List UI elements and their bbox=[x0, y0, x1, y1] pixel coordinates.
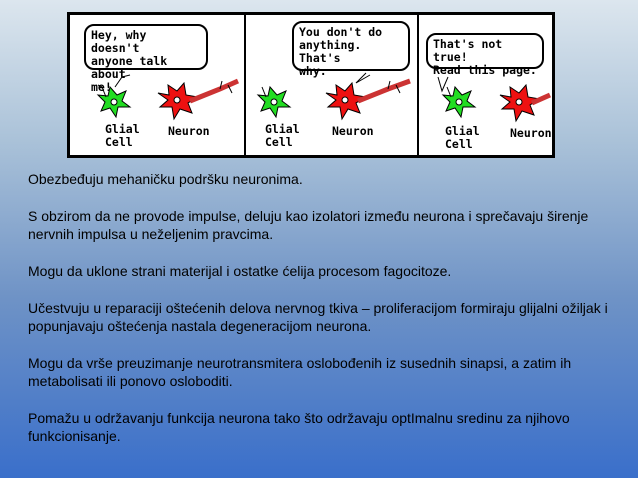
glial-cell-label-3: Glial Cell bbox=[445, 124, 480, 151]
paragraph-phagocytosis: Mogu da uklone strani materijal i ostatke ćelija procesom fagocitoze. bbox=[28, 263, 452, 279]
neuron-2 bbox=[326, 81, 410, 119]
glial-cell-label-2: Glial Cell bbox=[265, 122, 300, 149]
neuron-1 bbox=[158, 81, 238, 119]
body-text bbox=[28, 170, 633, 464]
bubble-tail bbox=[438, 77, 448, 91]
glial-cell-label-1: Glial Cell bbox=[105, 122, 140, 149]
paragraph-neurotransmitter-uptake: Mogu da vrše preuzimanje neurotransmitera oslobođenih iz susednih sinapsi, a zatim ih metabolisati ili ponovo osloboditi. bbox=[28, 355, 572, 389]
neuron-label-2: Neuron bbox=[332, 124, 374, 138]
paragraph-environment: Pomažu u održavanju funkcija neurona tako što održavaju optImalnu sredinu za njihovo funkcionisanje. bbox=[28, 410, 570, 444]
speech-bubble-neuron-2: You don't do anything. That's why. bbox=[292, 21, 410, 71]
glial-cell-2 bbox=[258, 87, 290, 117]
neuron-3 bbox=[500, 85, 550, 121]
bubble-tail bbox=[356, 73, 370, 83]
comic-strip bbox=[67, 12, 555, 158]
paragraph-insulators: S obzirom da ne provode impulse, deluju kao izolatori između neurona i sprečavaju širenje nervnih impulsa u neželjenim pravcima. bbox=[28, 208, 589, 242]
speech-bubble-glial-3: That's not true! Read this page. bbox=[426, 33, 544, 69]
glial-cell-3 bbox=[443, 87, 475, 117]
neuron-label-1: Neuron bbox=[168, 124, 210, 138]
paragraph-mechanical-support: Obezbeđuju mehaničku podršku neuronima. bbox=[28, 171, 303, 187]
speech-bubble-glial-1: Hey, why doesn't anyone talk about me! bbox=[84, 24, 208, 70]
neuron-label-3: Neuron bbox=[510, 126, 552, 140]
paragraph-repair: Učestvuju u reparaciji oštećenih delova nervnog tkiva – proliferacijom formiraju glijalni ožiljak i popunjavaju oštećenja nastala degeneracijom neurona. bbox=[28, 300, 608, 334]
